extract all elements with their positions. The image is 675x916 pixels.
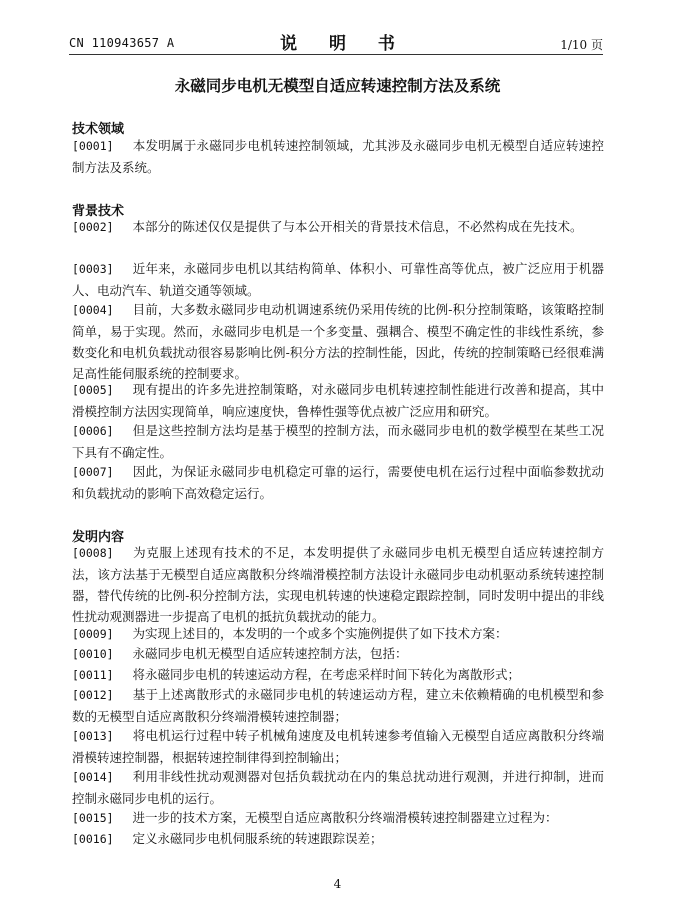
paragraph-text: 基于上述离散形式的永磁同步电机的转速运动方程，建立未依赖精确的电机模型和参数的无模型自适应离散积分终端滑模转速控制器； <box>72 687 604 724</box>
header-divider <box>69 54 603 55</box>
paragraph-number: [0008] <box>72 546 114 560</box>
paragraph-number: [0003] <box>72 262 114 276</box>
paragraph-number: [0001] <box>72 139 114 153</box>
paragraph-text: 为克服上述现有技术的不足，本发明提供了永磁同步电机无模型自适应转速控制方法，该方法基于无模型自适应离散积分终端滑模控制方法设计永磁同步电动机驱动系统转速控制器，替代传统的比例-积分控制方法，实现电机转速的快速稳定跟踪控制，同时发明中提出的非线性扰动观测器进一步提高了电机的抵抗负载扰动的能力。 <box>72 545 604 624</box>
paragraph-number: [0011] <box>72 668 114 682</box>
paragraph-0003 <box>72 258 604 301</box>
paragraph-number: [0012] <box>72 688 114 702</box>
page-indicator: 1/10 页 <box>560 38 603 52</box>
paragraph-0005 <box>72 379 604 422</box>
paragraph-text: 本发明属于永磁同步电机转速控制领域，尤其涉及永磁同步电机无模型自适应转速控制方法及系统。 <box>72 138 604 175</box>
document-type: 说 明 书 <box>280 34 408 54</box>
section-heading-summary: 发明内容 <box>72 530 125 545</box>
paragraph-number: [0007] <box>72 465 114 479</box>
paragraph-text: 现有提出的许多先进控制策略，对永磁同步电机转速控制性能进行改善和提高，其中滑模控制方法因实现简单，响应速度快，鲁棒性强等优点被广泛应用和研究。 <box>72 382 604 419</box>
paragraph-text: 定义永磁同步电机伺服系统的转速跟踪误差； <box>132 831 383 846</box>
paragraph-number: [0006] <box>72 424 114 438</box>
paragraph-text: 永磁同步电机无模型自适应转速控制方法，包括： <box>132 646 408 661</box>
paragraph-number: [0013] <box>72 729 114 743</box>
paragraph-text: 将电机运行过程中转子机械角速度及电机转速参考值输入无模型自适应离散积分终端滑模转速控制器，根据转速控制律得到控制输出； <box>72 728 604 765</box>
paragraph-number: [0016] <box>72 832 114 846</box>
paragraph-text: 利用非线性扰动观测器对包括负载扰动在内的集总扰动进行观测，并进行抑制，进而控制永磁同步电机的运行。 <box>72 769 604 806</box>
paragraph-0015 <box>72 807 604 829</box>
paragraph-0007 <box>72 461 604 504</box>
publication-number: CN 110943657 A <box>69 36 175 50</box>
paragraph-0012 <box>72 684 604 727</box>
section-heading-technical-field: 技术领域 <box>72 122 125 137</box>
document-title: 永磁同步电机无模型自适应转速控制方法及系统 <box>174 77 501 95</box>
section-heading-background: 背景技术 <box>72 204 125 219</box>
paragraph-0013 <box>72 725 604 768</box>
paragraph-0008 <box>72 542 604 627</box>
paragraph-number: [0004] <box>72 303 114 317</box>
paragraph-0014 <box>72 766 604 809</box>
paragraph-number: [0014] <box>72 770 114 784</box>
paragraph-text: 近年来，永磁同步电机以其结构简单、体积小、可靠性高等优点，被广泛应用于机器人、电动汽车、轨道交通等领域。 <box>72 261 604 298</box>
paragraph-0016 <box>72 828 604 850</box>
paragraph-number: [0002] <box>72 220 114 234</box>
paragraph-text: 但是这些控制方法均是基于模型的控制方法，而永磁同步电机的数学模型在某些工况下具有不确定性。 <box>72 423 604 460</box>
paragraph-text: 为实现上述目的，本发明的一个或多个实施例提供了如下技术方案： <box>132 626 508 641</box>
paragraph-0010 <box>72 643 604 665</box>
paragraph-0004 <box>72 299 604 384</box>
paragraph-0006 <box>72 420 604 463</box>
paragraph-0009 <box>72 623 604 645</box>
paragraph-text: 因此，为保证永磁同步电机稳定可靠的运行，需要使电机在运行过程中面临参数扰动和负载扰动的影响下高效稳定运行。 <box>72 464 604 501</box>
paragraph-0001 <box>72 135 604 178</box>
paragraph-number: [0015] <box>72 811 114 825</box>
page-number: 4 <box>333 877 342 891</box>
paragraph-number: [0010] <box>72 647 114 661</box>
paragraph-text: 本部分的陈述仅仅是提供了与本公开相关的背景技术信息，不必然构成在先技术。 <box>132 219 583 234</box>
paragraph-0002 <box>72 216 604 238</box>
paragraph-number: [0009] <box>72 627 114 641</box>
paragraph-text: 进一步的技术方案，无模型自适应离散积分终端滑模转速控制器建立过程为： <box>132 810 558 825</box>
paragraph-number: [0005] <box>72 383 114 397</box>
paragraph-0011 <box>72 664 604 686</box>
paragraph-text: 将永磁同步电机的转速运动方程，在考虑采样时间下转化为离散形式； <box>132 667 521 682</box>
paragraph-text: 目前，大多数永磁同步电动机调速系统仍采用传统的比例-积分控制策略，该策略控制简单，易于实现。然而，永磁同步电机是一个多变量、强耦合、模型不确定性的非线性系统，参数变化和电机负载扰动很容易影响比例-积分方法的控制性能，因此，传统的控制策略已经很难满足高性能伺服系统的控制要求。 <box>72 302 604 381</box>
